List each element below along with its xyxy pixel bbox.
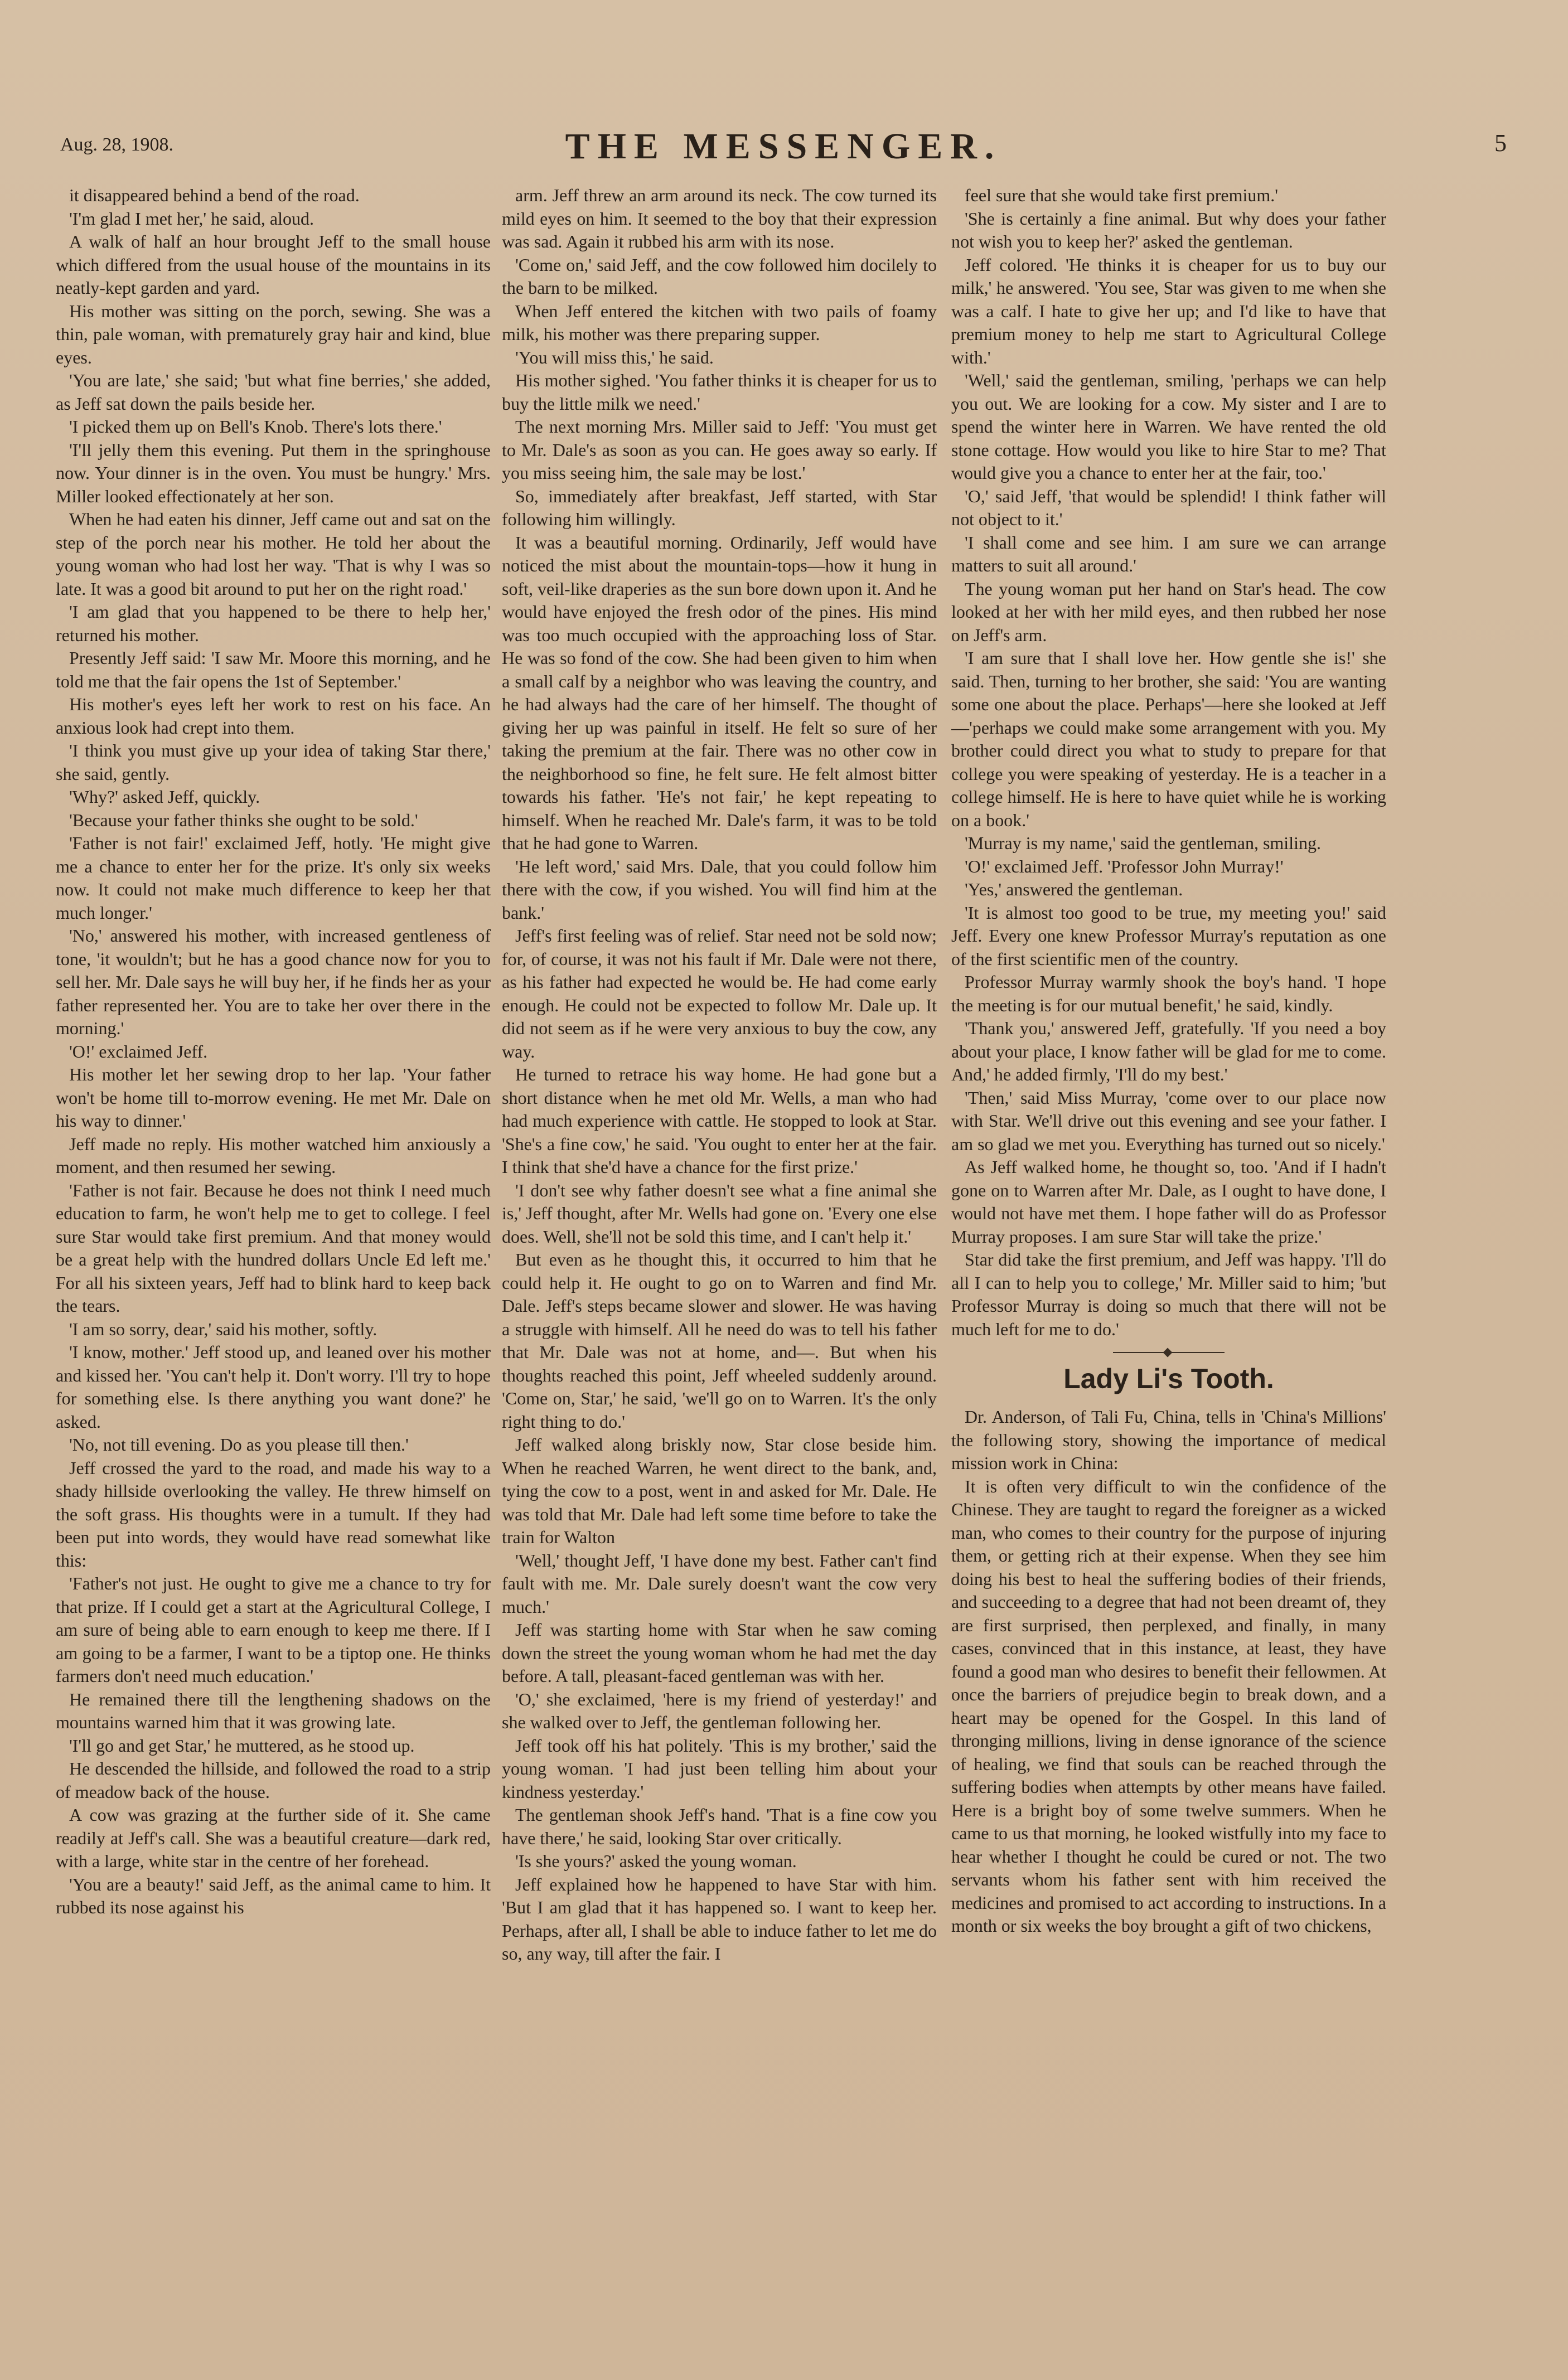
paragraph: 'O!' exclaimed Jeff. 'Professor John Murray!' — [965, 856, 1284, 876]
paragraph: His mother sighed. 'You father thinks it is cheaper for us to buy the little milk we need.' — [502, 370, 937, 414]
issue-date: Aug. 28, 1908. — [60, 134, 174, 155]
paragraph: His mother's eyes left her work to rest on his face. An anxious look had crept into them. — [56, 694, 491, 738]
paragraph: 'O!' exclaimed Jeff. — [69, 1041, 208, 1061]
paragraph: 'I am so sorry, dear,' said his mother, softly. — [69, 1319, 378, 1339]
paragraph: 'I am glad that you happened to be there to help her,' returned his mother. — [56, 602, 491, 645]
paragraph: So, immediately after breakfast, Jeff started, with Star following him willingly. — [502, 486, 937, 529]
paragraph: 'Murray is my name,' said the gentleman, smiling. — [965, 833, 1321, 853]
paragraph: 'No, not till evening. Do as you please till then.' — [69, 1434, 409, 1455]
paragraph: 'I'm glad I met her,' he said, aloud. — [69, 208, 314, 229]
column-1 — [56, 184, 491, 2369]
page-number: 5 — [1494, 129, 1507, 157]
paragraph: 'Yes,' answered the gentleman. — [965, 879, 1183, 899]
paragraph: 'Because your father thinks she ought to be sold.' — [69, 810, 418, 830]
paragraph: 'You are a beauty!' said Jeff, as the animal came to him. It rubbed its nose against his — [56, 1874, 491, 1917]
paragraph: 'Then,' said Miss Murray, 'come over to our place now with Star. We'll drive out this evening and see your father. I am so glad we met you. Everything has turned out so nicely.' — [951, 1087, 1386, 1154]
paragraph: But even as he thought this, it occurred to him that he could help it. He ought to go on to Warren and find Mr. Dale. Jeff's steps became slower and slower. He was having a struggle with himself. All he need do was to tell his father that Mr. Dale was not at home, and—. But when his thoughts reached this point, Jeff wheeled suddenly around. 'Come on, Star,' he said, 'we'll go on to Warren. It's the only right thing to do.' — [502, 1249, 937, 1432]
paragraph: Presently Jeff said: 'I saw Mr. Moore this morning, and he told me that the fair opens the 1st of September.' — [56, 648, 491, 691]
page-header — [60, 125, 1507, 170]
paragraph: Dr. Anderson, of Tali Fu, China, tells in 'China's Millions' the following story, showing the importance of medical mission work in China: — [951, 1407, 1386, 1473]
paragraph: arm. Jeff threw an arm around its neck. The cow turned its mild eyes on him. It seemed to the boy that their expression was sad. Again it rubbed his arm with its nose. — [502, 185, 937, 251]
paragraph: 'Father is not fair. Because he does not think I need much education to farm, he won't help me to get to college. I feel sure Star would take first premium. And that money would be a great help with the hundred dollars Uncle Ed left me.' For all his sixteen years, Jeff had to blink hard to keep back the tears. — [56, 1180, 491, 1316]
paragraph: The young woman put her hand on Star's head. The cow looked at her with her mild eyes, and then rubbed her nose on Jeff's arm. — [951, 578, 1386, 645]
paragraph: 'I picked them up on Bell's Knob. There's lots there.' — [69, 416, 442, 437]
masthead-title: THE MESSENGER. — [565, 126, 1002, 167]
paragraph: As Jeff walked home, he thought so, too. 'And if I hadn't gone on to Warren after Mr. Dale, as I ought to have done, I would not have met them. I hope father will do as Professor Murray proposes. I am sure Star will take the prize.' — [951, 1157, 1386, 1247]
paragraph: The next morning Mrs. Miller said to Jeff: 'You must get to Mr. Dale's as soon as you can. He goes away so early. If you miss seeing him, the sale may be lost.' — [502, 416, 937, 483]
paragraph: Jeff walked along briskly now, Star close beside him. When he reached Warren, he went direct to the bank, and, tying the cow to a post, went in and asked for Mr. Dale. He was told that Mr. Dale had left some time before to take the train for Walton — [502, 1434, 937, 1547]
paragraph: it disappeared behind a bend of the road. — [69, 185, 360, 205]
paragraph: Jeff made no reply. His mother watched him anxiously a moment, and then resumed her sewing. — [56, 1133, 491, 1177]
paragraph: 'You will miss this,' he said. — [515, 347, 714, 367]
article-body — [951, 1405, 1386, 1938]
paragraph: Jeff colored. 'He thinks it is cheaper for us to buy our milk,' he answered. 'You see, Star was given to me when she was a calf. I hate to give her up; and I'd like to have that premium money to help me start to Agricultural College with.' — [951, 254, 1386, 367]
paragraph: 'Well,' said the gentleman, smiling, 'perhaps we can help you out. We are looking for a cow. My sister and I are to spend the winter here in Warren. We have rented the old stone cottage. How would you like to hire Star to me? That would give you a chance to enter her at the fair, too.' — [951, 370, 1386, 483]
paragraph: 'Come on,' said Jeff, and the cow followed him docilely to the barn to be milked. — [502, 254, 937, 298]
paragraph: He turned to retrace his way home. He had gone but a short distance when he met old Mr. Wells, a man who had had much experience with cattle. He stopped to look at Star. 'She's a fine cow,' he said. 'You ought to enter her at the fair. I think that she'd have a chance for the first prize.' — [502, 1064, 937, 1177]
paragraph: 'No,' answered his mother, with increased gentleness of tone, 'it wouldn't; but he has a good chance now for you to sell her. Mr. Dale says he will buy her, if he finds her as your father represented her. You are to take her over there in the morning.' — [56, 925, 491, 1038]
paragraph: 'It is almost too good to be true, my meeting you!' said Jeff. Every one knew Professor Murray's reputation as one of the first scientific men of the country. — [951, 902, 1386, 969]
paragraph: feel sure that she would take first premium.' — [965, 185, 1279, 205]
paragraph: 'You are late,' she said; 'but what fine berries,' she added, as Jeff sat down the pails beside her. — [56, 370, 491, 414]
paragraph: 'Thank you,' answered Jeff, gratefully. 'If you need a boy about your place, I know father will be glad for me to come. And,' he added firmly, 'I'll do my best.' — [951, 1018, 1386, 1084]
paragraph: His mother let her sewing drop to her lap. 'Your father won't be home till to-morrow evening. He met Mr. Dale on his way to dinner.' — [56, 1064, 491, 1131]
paragraph: 'He left word,' said Mrs. Dale, that you could follow him there with the cow, if you wished. You will find him at the bank.' — [502, 856, 937, 923]
paragraph: His mother was sitting on the porch, sewing. She was a thin, pale woman, with prematurely gray hair and kind, blue eyes. — [56, 300, 491, 367]
paragraph: 'I don't see why father doesn't see what a fine animal she is,' Jeff thought, after Mr. Wells had gone on. 'Every one else does. Well, she'll not be sold this time, and I can't help it.' — [502, 1180, 937, 1247]
paragraph: 'I am sure that I shall love her. How gentle she is!' she said. Then, turning to her brother, she said: 'You are wanting some one about the place. Perhaps'—here she looked at Jeff—'perhaps we could make some arrangement with you. My brother could direct you what to study to prepare for that college you were speaking of yesterday. He is a teacher in a college himself. He is here to have quiet while he is working on a book.' — [951, 648, 1386, 830]
paragraph: Star did take the first premium, and Jeff was happy. 'I'll do all I can to help you to college,' Mr. Miller said to him; 'but Professor Murray is doing so much that there will not be much left for me to do.' — [951, 1249, 1386, 1339]
paragraph: 'Father is not fair!' exclaimed Jeff, hotly. 'He might give me a chance to enter her for the prize. It's only six weeks now. It could not make much difference to keep her that much longer.' — [56, 833, 491, 923]
paragraph: 'O,' said Jeff, 'that would be splendid! I think father will not object to it.' — [951, 486, 1386, 529]
paragraph: When Jeff entered the kitchen with two pails of foamy milk, his mother was there preparing supper. — [502, 300, 937, 344]
paragraph: Jeff explained how he happened to have Star with him. 'But I am glad that it has happened so. I want to keep her. Perhaps, after all, I shall be able to induce father to let me do so, any way, till after the fair. I — [502, 1874, 937, 1964]
paragraph: 'Well,' thought Jeff, 'I have done my best. Father can't find fault with me. Mr. Dale surely doesn't want the cow very much.' — [502, 1550, 937, 1617]
column-3-story — [951, 184, 1386, 1341]
paragraph: 'Father's not just. He ought to give me a chance to try for that prize. If I could get a start at the Agricultural College, I am sure of being able to earn enough to keep me there. If I am going to be a farmer, I want to be a tiptop one. He thinks farmers don't need much education.' — [56, 1573, 491, 1686]
paragraph: Jeff crossed the yard to the road, and made his way to a shady hillside overlooking the valley. He threw himself on the soft grass. His thoughts were in a tumult. If they had been put into words, they would have read somewhat like this: — [56, 1457, 491, 1570]
paragraph: 'I know, mother.' Jeff stood up, and leaned over his mother and kissed her. 'You can't help it. Don't worry. I'll try to hope for something else. Is there anything you want done?' he asked. — [56, 1342, 491, 1432]
paragraph: Professor Murray warmly shook the boy's hand. 'I hope the meeting is for our mutual benefit,' he said, kindly. — [951, 972, 1386, 1015]
paragraph: 'O,' she exclaimed, 'here is my friend of yesterday!' and she walked over to Jeff, the gentleman following her. — [502, 1689, 937, 1732]
paragraph: He descended the hillside, and followed the road to a strip of meadow back of the house. — [56, 1758, 491, 1802]
paragraph: 'I'll go and get Star,' he muttered, as he stood up. — [69, 1735, 415, 1756]
paragraph: It is often very difficult to win the confidence of the Chinese. They are taught to regard the foreigner as a wicked man, who comes to their country for the purpose of injuring them, or getting rich at their expense. When they see him doing his best to heal the suffering bodies of their friends, and succeeding to a degree that had not been dreamt of, they are first surprised, then perplexed, and finally, in many cases, convinced that in this instance, at least, they have found a good man who desires to benefit their fellowmen. At once the barriers of prejudice begin to break down, and a heart may be opened for the Gospel. In this land of thronging millions, living in dense ignorance of the science of healing, we find that souls can be reached through the suffering bodies when attempts by other means have failed. Here is a bright boy of some twelve summers. When he came to us that morning, he looked wistfully into my face to hear whether I thought he could be cured or not. The two servants whom his father sent with him received the medicines and promised to act according to instructions. In a month or six weeks the boy brought a gift of two chickens, — [951, 1476, 1386, 1936]
paragraph: 'Is she yours?' asked the young woman. — [515, 1851, 797, 1871]
article-title: Lady Li's Tooth. — [1063, 1363, 1274, 1394]
paragraph: 'Why?' asked Jeff, quickly. — [69, 787, 260, 807]
paragraph: 'She is certainly a fine animal. But why does your father not wish you to keep her?' asked the gentleman. — [951, 208, 1386, 251]
section-divider — [1113, 1352, 1225, 1353]
paragraph: When he had eaten his dinner, Jeff came out and sat on the step of the porch near his mother. He told her about the young woman who had lost her way. 'That is why I was so late. It was a good bit around to put her on the right road.' — [56, 509, 491, 599]
paragraph: A walk of half an hour brought Jeff to the small house which differed from the usual house of the mountains in its neatly-kept garden and yard. — [56, 231, 491, 298]
paragraph: He remained there till the lengthening shadows on the mountains warned him that it was growing late. — [56, 1689, 491, 1732]
paragraph: A cow was grazing at the further side of it. She came readily at Jeff's call. She was a beautiful creature—dark red, with a large, white star in the centre of her forehead. — [56, 1805, 491, 1871]
paragraph: Jeff took off his hat politely. 'This is my brother,' said the young woman. 'I had just been telling him about your kindness yesterday.' — [502, 1735, 937, 1802]
paragraph: 'I think you must give up your idea of taking Star there,' she said, gently. — [56, 740, 491, 784]
paragraph: The gentleman shook Jeff's hand. 'That is a fine cow you have there,' he said, looking Star over critically. — [502, 1805, 937, 1848]
paragraph: Jeff's first feeling was of relief. Star need not be sold now; for, of course, it was not his fault if Mr. Dale were not there, as his father had expected he would be. He had come early enough. He could not be expected to follow Mr. Dale up. It did not seem as if he were very anxious to buy the cow, any way. — [502, 925, 937, 1061]
paragraph: 'I shall come and see him. I am sure we can arrange matters to suit all around.' — [951, 532, 1386, 575]
paragraph: 'I'll jelly them this evening. Put them in the springhouse now. Your dinner is in the oven. You must be hungry.' Mrs. Miller looked effectionately at her son. — [56, 439, 491, 506]
column-2 — [502, 184, 937, 2369]
paragraph: Jeff was starting home with Star when he saw coming down the street the young woman whom he had met the day before. A tall, pleasant-faced gentleman was with her. — [502, 1620, 937, 1686]
paragraph: It was a beautiful morning. Ordinarily, Jeff would have noticed the mist about the mountain-tops—how it hung in soft, veil-like draperies as the sun bore down upon it. And he would have enjoyed the fresh odor of the pines. His mind was too much occupied with the approaching loss of Star. He was so fond of the cow. She had been given to him when a small calf by a neighbor who was leaving the country, and he had always had the care of her himself. The thought of giving her up was painful in itself. He felt so sure of her taking the premium at the fair. There was no other cow in the neighborhood so fine, he felt sure. He felt almost bitter towards his father. 'He's not fair,' he kept repeating to himself. When he reached Mr. Dale's farm, it was to be told that he had gone to Warren. — [502, 532, 937, 853]
column-3 — [951, 184, 1386, 2369]
